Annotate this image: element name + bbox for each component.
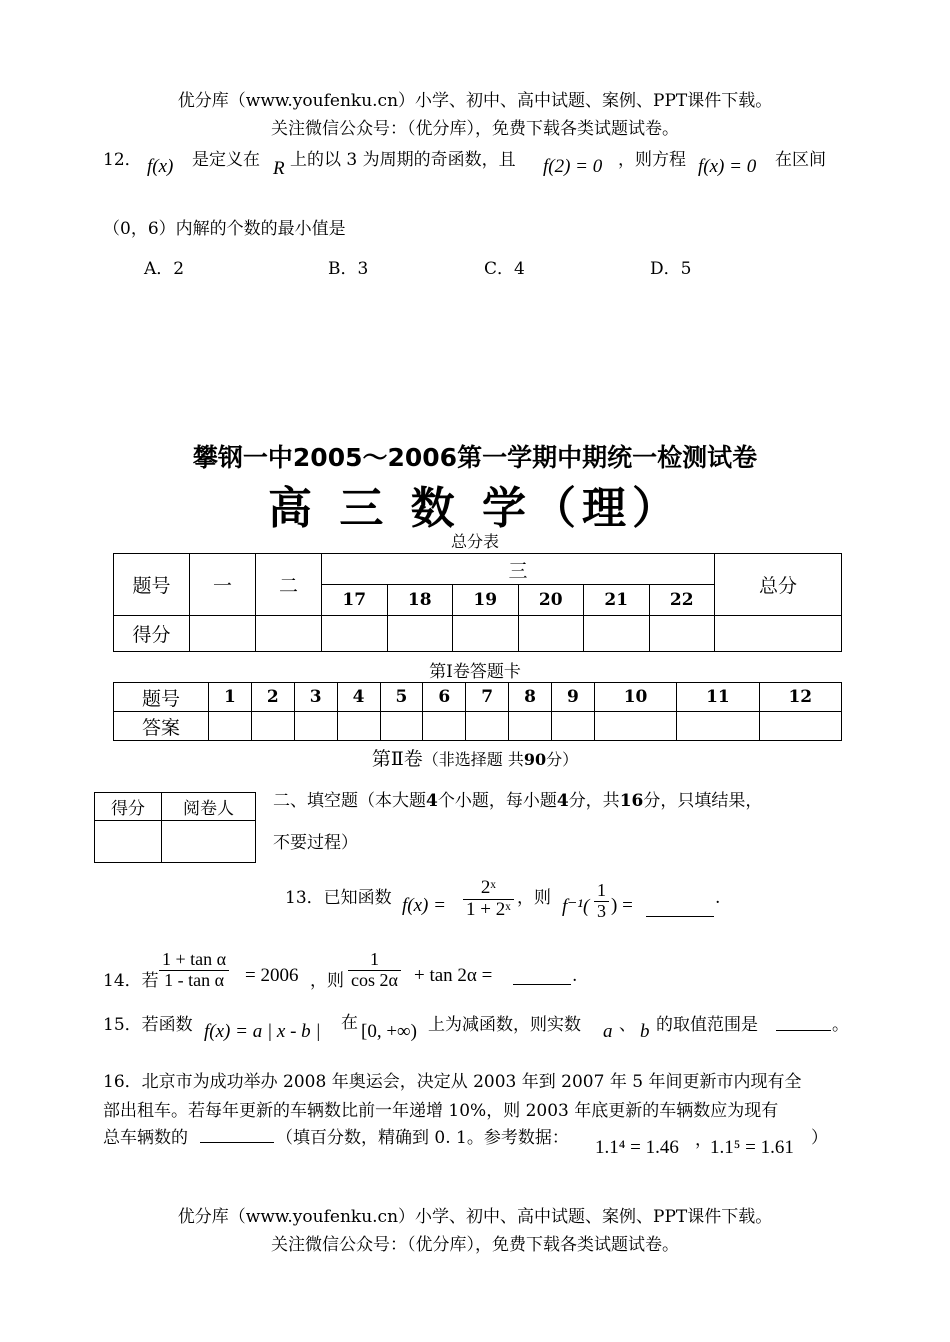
q15-text-1: 在 (341, 1013, 358, 1033)
q14-eq: = 2006 (245, 965, 299, 986)
answer-cell[interactable] (209, 712, 252, 741)
score-table-sub: 17 (322, 585, 388, 616)
q12-equation: f(x) = 0 (698, 156, 757, 177)
q12-fx: f(x) (147, 156, 174, 177)
q13-fx: f(x) = (402, 895, 446, 916)
q13-answer-blank[interactable] (646, 898, 714, 917)
q13-mid: ，则 (517, 888, 551, 908)
q14-answer-blank[interactable] (513, 966, 571, 985)
q15-answer-blank[interactable] (776, 1012, 831, 1031)
score-table-sub: 22 (649, 585, 715, 616)
part2-title-main: 第Ⅱ卷 (371, 748, 423, 770)
header-line-2: 关注微信公众号：（优分库），免费下载各类试题试卷。 (271, 119, 679, 139)
q14-num-1: 1 + tan α (162, 949, 227, 969)
score-table-sub: 19 (453, 585, 519, 616)
q13-prefix: 13．已知函数 (285, 888, 392, 908)
answer-cell[interactable] (677, 712, 759, 741)
answer-card-number: 5 (380, 683, 423, 712)
section2-num-1: 4 (426, 791, 438, 811)
q13-inner-den: 3 (594, 901, 609, 922)
q16-text-a: 总车辆数的 (103, 1128, 188, 1148)
answer-cell[interactable] (380, 712, 423, 741)
q16-line-1: 16．北京市为成功举办 2008 年奥运会，决定从 2003 年到 2007 年 5 年间更新市内现有全 (103, 1072, 802, 1092)
q13-fend: ) = (611, 895, 633, 916)
section2-num-3: 16 (619, 791, 644, 811)
section2-line-2: 不要过程） (273, 833, 358, 853)
answer-card-caption: 第Ⅰ卷答题卡 (429, 662, 521, 682)
score-cell[interactable] (715, 616, 842, 652)
q13-fraction (463, 878, 514, 921)
answer-card-number: 1 (209, 683, 252, 712)
q16-line-2: 部出租车。若每年更新的车辆数比前一年递增 10%，则 2003 年底更新的车辆数应为现有 (103, 1101, 779, 1121)
q15-text-3: 的取值范围是 (656, 1015, 758, 1035)
answer-cell[interactable] (423, 712, 466, 741)
answer-card-table (113, 682, 842, 741)
q12-text-2: 上的以 3 为周期的奇函数，且 (290, 150, 516, 170)
section2-text-a: 二、填空题（本大题 (273, 791, 426, 811)
q13-denominator: 1 + 2ˣ (463, 899, 514, 921)
answer-card-number: 10 (594, 683, 676, 712)
score-cell[interactable] (256, 616, 322, 652)
grader-reviewer-cell[interactable] (162, 821, 256, 863)
q16-ref-2: 1.1⁵ = 1.61 (710, 1137, 794, 1158)
answer-cell[interactable] (759, 712, 841, 741)
score-table-caption: 总分表 (450, 532, 499, 551)
grader-score-label: 得分 (95, 793, 162, 821)
section2-text-d: 分，只填结果， (643, 791, 763, 811)
q14-den-1: 1 - tan α (159, 970, 229, 991)
q14-fraction-2 (348, 950, 401, 991)
q12-option-a[interactable]: A．2 (144, 259, 185, 279)
score-table-col-2: 二 (256, 554, 322, 616)
score-table-sub: 18 (387, 585, 453, 616)
answer-cell[interactable] (337, 712, 380, 741)
score-table-sub: 20 (518, 585, 584, 616)
answer-cell[interactable] (552, 712, 595, 741)
q13-end: . (715, 888, 721, 908)
q14-mid: ，则 (310, 971, 344, 991)
answer-cell[interactable] (594, 712, 676, 741)
answer-cell[interactable] (251, 712, 294, 741)
part2-title-end: 分） (546, 750, 579, 769)
score-table-total: 总分 (715, 554, 842, 616)
answer-card-number: 11 (677, 683, 759, 712)
score-cell[interactable] (453, 616, 519, 652)
q12-text-4: 在区间 (775, 150, 826, 170)
answer-card-number: 7 (466, 683, 509, 712)
q12-line-2: （0，6）内解的个数的最小值是 (103, 219, 346, 239)
q12-option-c[interactable]: C．4 (484, 259, 525, 279)
section2-line-1 (273, 786, 762, 811)
q14-fraction-1 (159, 950, 229, 991)
answer-card-daan: 答案 (114, 712, 209, 741)
score-cell[interactable] (190, 616, 256, 652)
grader-reviewer-label: 阅卷人 (162, 793, 256, 821)
footer-line-2: 关注微信公众号：（优分库），免费下载各类试题试卷。 (271, 1235, 679, 1255)
q13-inner-fraction (594, 881, 609, 922)
q13-finv: f⁻¹( (562, 896, 590, 917)
part2-title (0, 744, 950, 771)
q16-text-b: （填百分数，精确到 0. 1。参考数据： (276, 1128, 569, 1148)
footer-line-1: 优分库（www.youfenku.cn）小学、初中、高中试题、案例、PPT课件下载。 (177, 1207, 773, 1227)
grader-box (94, 792, 256, 863)
answer-card-tihao: 题号 (114, 683, 209, 712)
q12-option-d[interactable]: D．5 (650, 259, 692, 279)
answer-card-number: 12 (759, 683, 841, 712)
q12-text-1: 是定义在 (192, 150, 260, 170)
q13-numerator: 2ˣ (480, 877, 496, 898)
answer-card-number: 8 (509, 683, 552, 712)
answer-card-number: 6 (423, 683, 466, 712)
answer-card-number: 4 (337, 683, 380, 712)
score-table (113, 553, 842, 652)
q14-den-2: cos 2α (348, 970, 401, 991)
q16-comma: ， (695, 1130, 712, 1150)
q15-sep: 、 (619, 1015, 636, 1035)
q12-R: R (273, 158, 285, 179)
q14-num-2: 1 (369, 949, 379, 969)
q16-close: ） (811, 1128, 828, 1148)
q12-condition: f(2) = 0 (543, 156, 603, 177)
answer-card-number: 9 (552, 683, 595, 712)
answer-cell[interactable] (509, 712, 552, 741)
q12-option-b[interactable]: B．3 (328, 259, 369, 279)
score-table-tihao: 题号 (114, 554, 190, 616)
answer-card-number: 2 (251, 683, 294, 712)
score-table-col-1: 一 (190, 554, 256, 616)
score-cell[interactable] (649, 616, 715, 652)
answer-cell[interactable] (466, 712, 509, 741)
score-table-row-score: 得分 (114, 616, 190, 652)
q16-ref-1: 1.1⁴ = 1.46 (595, 1137, 679, 1158)
answer-cell[interactable] (294, 712, 337, 741)
section2-num-2: 4 (556, 791, 569, 811)
header-line-1: 优分库（www.youfenku.cn）小学、初中、高中试题、案例、PPT课件下载。 (177, 91, 773, 111)
q15-fx: f(x) = a | x - b | (204, 1021, 321, 1042)
score-cell[interactable] (387, 616, 453, 652)
exam-title: 攀钢一中2005～2006第一学期中期统一检测试卷 (192, 443, 758, 472)
part2-title-note: （非选择题 共 (422, 750, 524, 769)
q12-text-3: ，则方程 (618, 150, 686, 170)
q15-prefix: 15．若函数 (103, 1015, 193, 1035)
score-cell[interactable] (322, 616, 388, 652)
q16-answer-blank[interactable] (200, 1125, 274, 1143)
score-table-col-3: 三 (322, 554, 715, 585)
q14-prefix: 14．若 (103, 971, 159, 991)
q12-number: 12． (103, 150, 142, 170)
q14-end: . (572, 966, 578, 986)
answer-card-number: 3 (294, 683, 337, 712)
part2-title-num: 90 (523, 750, 547, 769)
score-cell[interactable] (518, 616, 584, 652)
score-table-sub: 21 (584, 585, 650, 616)
q16-line-3 (103, 1123, 848, 1163)
exam-subtitle: 高 三 数 学（理） (268, 483, 682, 534)
section2-text-b: 个小题，每小题 (437, 791, 557, 811)
q14-plus: + tan 2α = (414, 965, 493, 986)
grader-score-cell[interactable] (95, 821, 162, 863)
q15-a: a (603, 1021, 613, 1042)
q15-text-2: 上为减函数，则实数 (428, 1015, 581, 1035)
q15-end: 。 (832, 1015, 849, 1035)
q15-b: b (640, 1021, 650, 1042)
score-cell[interactable] (584, 616, 650, 652)
section2-text-c: 分，共 (568, 791, 620, 811)
q15-interval: [0, +∞) (361, 1021, 417, 1042)
q13-inner-num: 1 (597, 880, 606, 900)
